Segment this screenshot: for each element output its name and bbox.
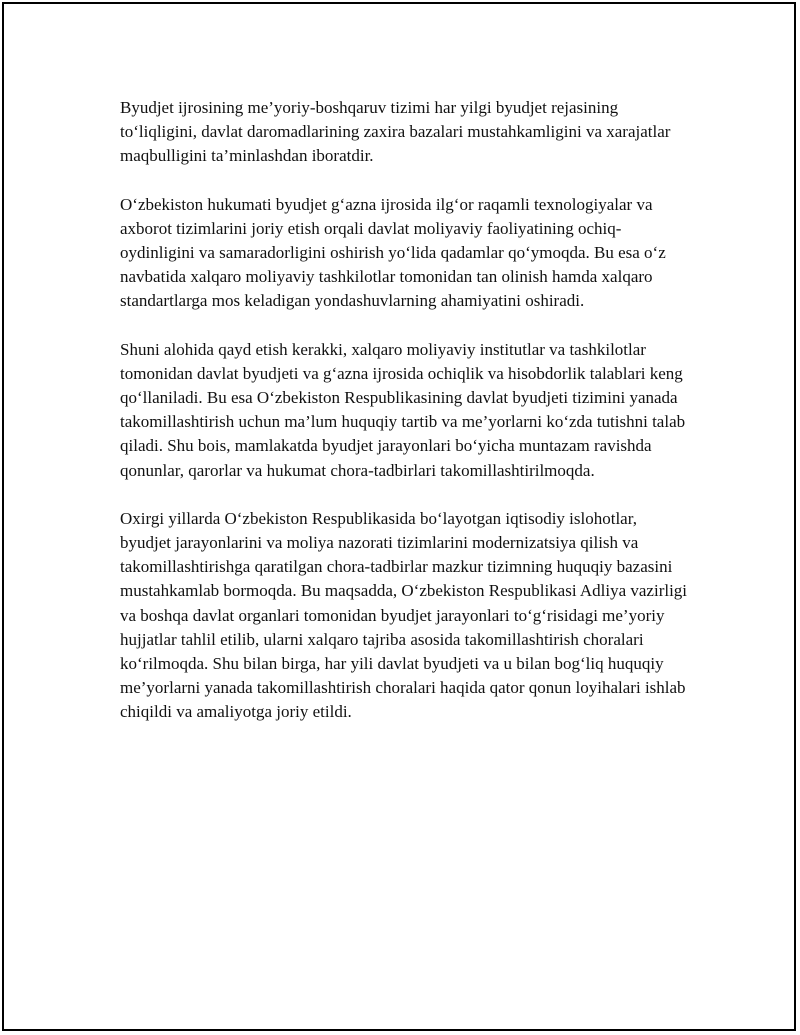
paragraph-1: Byudjet ijrosining me’yoriy-boshqaruv tizimi har yilgi byudjet rejasining to‘liqligini, davlat daromadlarining zaxira bazalari mustahkamligini va xarajatlar maqbulligini ta’minlashdan iboratdir. [120,98,671,166]
document-body [120,96,692,749]
paragraph-4: Oxirgi yillarda O‘zbekiston Respublikasida bo‘layotgan iqtisodiy islohotlar, byudjet jarayonlarini va moliya nazorati tizimlarini modernizatsiya qilish va takomillashtirishga qaratilgan chora-tadbirlar mazkur tizimning huquqiy bazasini mustahkamlab bormoqda. Bu maqsadda, O‘zbekiston Respublikasi Adliya vazirligi va boshqa davlat organlari tomonidan byudjet jarayonlari to‘g‘risidagi me’yoriy hujjatlar tahlil etilib, ularni xalqaro tajriba asosida takomillashtirish choralari ko‘rilmoqda. Shu bilan birga, har yili davlat byudjeti va u bilan bog‘liq huquqiy me’yorlarni yanada takomillashtirish choralari haqida qator qonun loyihalari ishlab chiqildi va amaliyotga joriy etildi. [120,508,688,722]
paragraph-2: O‘zbekiston hukumati byudjet g‘azna ijrosida ilg‘or raqamli texnologiyalar va axborot tizimlarini joriy etish orqali davlat moliyaviy faoliyatining ochiq-oydinligini va samaradorligini oshirish yo‘lida qadamlar qo‘ymoqda. Bu esa o‘z navbatida xalqaro moliyaviy tashkilotlar tomonidan tan olinish hamda xalqaro standartlarga mos keladigan yondashuvlarning ahamiyatini oshiradi. [120,194,666,311]
page-frame [2,2,796,1031]
paragraph-3: Shuni alohida qayd etish kerakki, xalqaro moliyaviy institutlar va tashkilotlar tomonidan davlat byudjeti va g‘azna ijrosida ochiqlik va hisobdorlik talablari keng qo‘llaniladi. Bu esa O‘zbekiston Respublikasining davlat byudjeti tizimini yanada takomillashtirish uchun ma’lum huquqiy tartib va me’yorlarni ko‘zda tutishni talab qiladi. Shu bois, mamlakatda byudjet jarayonlari bo‘yicha muntazam ravishda qonunlar, qarorlar va hukumat chora-tadbirlari takomillashtirilmoqda. [120,339,686,480]
